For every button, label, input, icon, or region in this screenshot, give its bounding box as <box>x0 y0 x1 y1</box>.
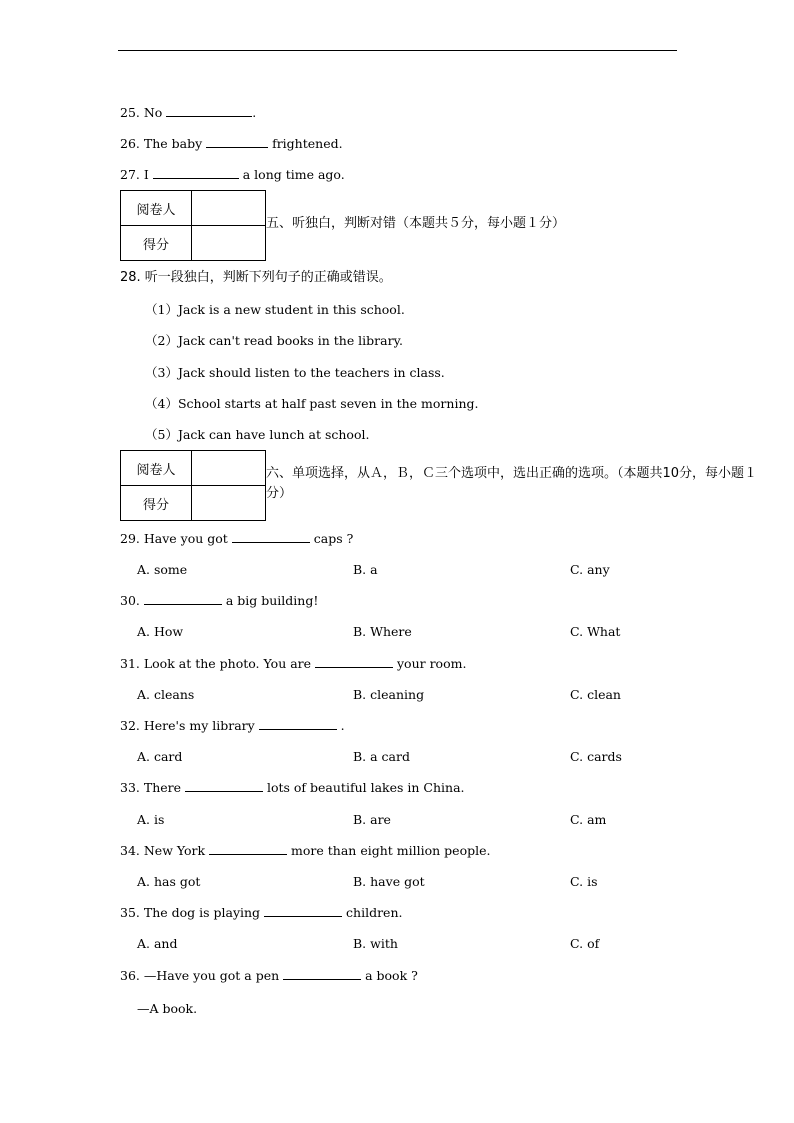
option-b[interactable]: B. a <box>353 562 378 577</box>
question-31: 31. Look at the photo. You are your room. <box>120 656 467 671</box>
dialogue-answer: —A book. <box>137 1001 198 1016</box>
option-b[interactable]: B. with <box>353 936 398 951</box>
question-32: 32. Here's my library . <box>120 718 345 733</box>
answer-blank[interactable] <box>166 106 252 117</box>
option-c[interactable]: C. of <box>570 936 600 951</box>
option-a[interactable]: A. cleans <box>137 687 195 702</box>
statement-2: （2）Jack can't read books in the library. <box>145 333 403 348</box>
answer-blank[interactable] <box>206 137 268 148</box>
question-30: 30. a big building! <box>120 593 319 608</box>
option-c[interactable]: C. clean <box>570 687 621 702</box>
statement-1: （1）Jack is a new student in this school. <box>145 302 405 317</box>
option-a[interactable]: A. has got <box>137 874 201 889</box>
reviewer-label: 阅卷人 <box>121 451 192 486</box>
answer-blank[interactable] <box>259 719 337 730</box>
statement-3: （3）Jack should listen to the teachers in class. <box>145 365 445 380</box>
section-5-title: 五、听独白，判断对错（本题共５分，每小题１分） <box>266 216 566 231</box>
score-box <box>120 450 266 521</box>
answer-blank[interactable] <box>315 657 393 668</box>
statement-4: （4）School starts at half past seven in the morning. <box>145 396 479 411</box>
option-a[interactable]: A. some <box>137 562 188 577</box>
question-27: 27. I a long time ago. <box>120 167 345 182</box>
header-rule <box>118 50 677 51</box>
answer-blank[interactable] <box>153 168 239 179</box>
option-c[interactable]: C. any <box>570 562 610 577</box>
answer-blank[interactable] <box>232 532 310 543</box>
option-b[interactable]: B. are <box>353 812 391 827</box>
option-b[interactable]: B. a card <box>353 749 410 764</box>
answer-blank[interactable] <box>185 781 263 792</box>
question-29: 29. Have you got caps ? <box>120 531 354 546</box>
score-cell[interactable] <box>192 226 266 261</box>
option-b[interactable]: B. have got <box>353 874 425 889</box>
option-a[interactable]: A. and <box>137 936 178 951</box>
reviewer-cell[interactable] <box>192 451 266 486</box>
option-a[interactable]: A. How <box>137 624 184 639</box>
answer-blank[interactable] <box>209 844 287 855</box>
option-c[interactable]: C. am <box>570 812 607 827</box>
option-a[interactable]: A. is <box>137 812 165 827</box>
score-box <box>120 190 266 261</box>
reviewer-cell[interactable] <box>192 191 266 226</box>
reviewer-label: 阅卷人 <box>121 191 192 226</box>
score-label: 得分 <box>121 226 192 261</box>
question-36: 36. —Have you got a pen a book ? <box>120 968 418 983</box>
score-cell[interactable] <box>192 486 266 521</box>
question-26: 26. The baby frightened. <box>120 136 343 151</box>
score-label: 得分 <box>121 486 192 521</box>
answer-blank[interactable] <box>283 969 361 980</box>
option-a[interactable]: A. card <box>137 749 183 764</box>
option-c[interactable]: C. cards <box>570 749 622 764</box>
answer-blank[interactable] <box>264 906 342 917</box>
option-b[interactable]: B. cleaning <box>353 687 425 702</box>
question-25: 25. No . <box>120 105 257 120</box>
option-c[interactable]: C. What <box>570 624 621 639</box>
option-b[interactable]: B. Where <box>353 624 412 639</box>
section-6-title-line2: 分） <box>266 486 293 501</box>
option-c[interactable]: C. is <box>570 874 598 889</box>
answer-blank[interactable] <box>144 594 222 605</box>
question-35: 35. The dog is playing children. <box>120 905 403 920</box>
question-34: 34. New York more than eight million people. <box>120 843 491 858</box>
section-6-title-line1: 六、单项选择，从Ａ，Ｂ，Ｃ三个选项中，选出正确的选项。（本题共10分，每小题１ <box>266 466 758 481</box>
question-28: 28. 听一段独白，判断下列句子的正确或错误。 <box>120 270 392 285</box>
statement-5: （5）Jack can have lunch at school. <box>145 427 370 442</box>
question-33: 33. There lots of beautiful lakes in China. <box>120 780 465 795</box>
